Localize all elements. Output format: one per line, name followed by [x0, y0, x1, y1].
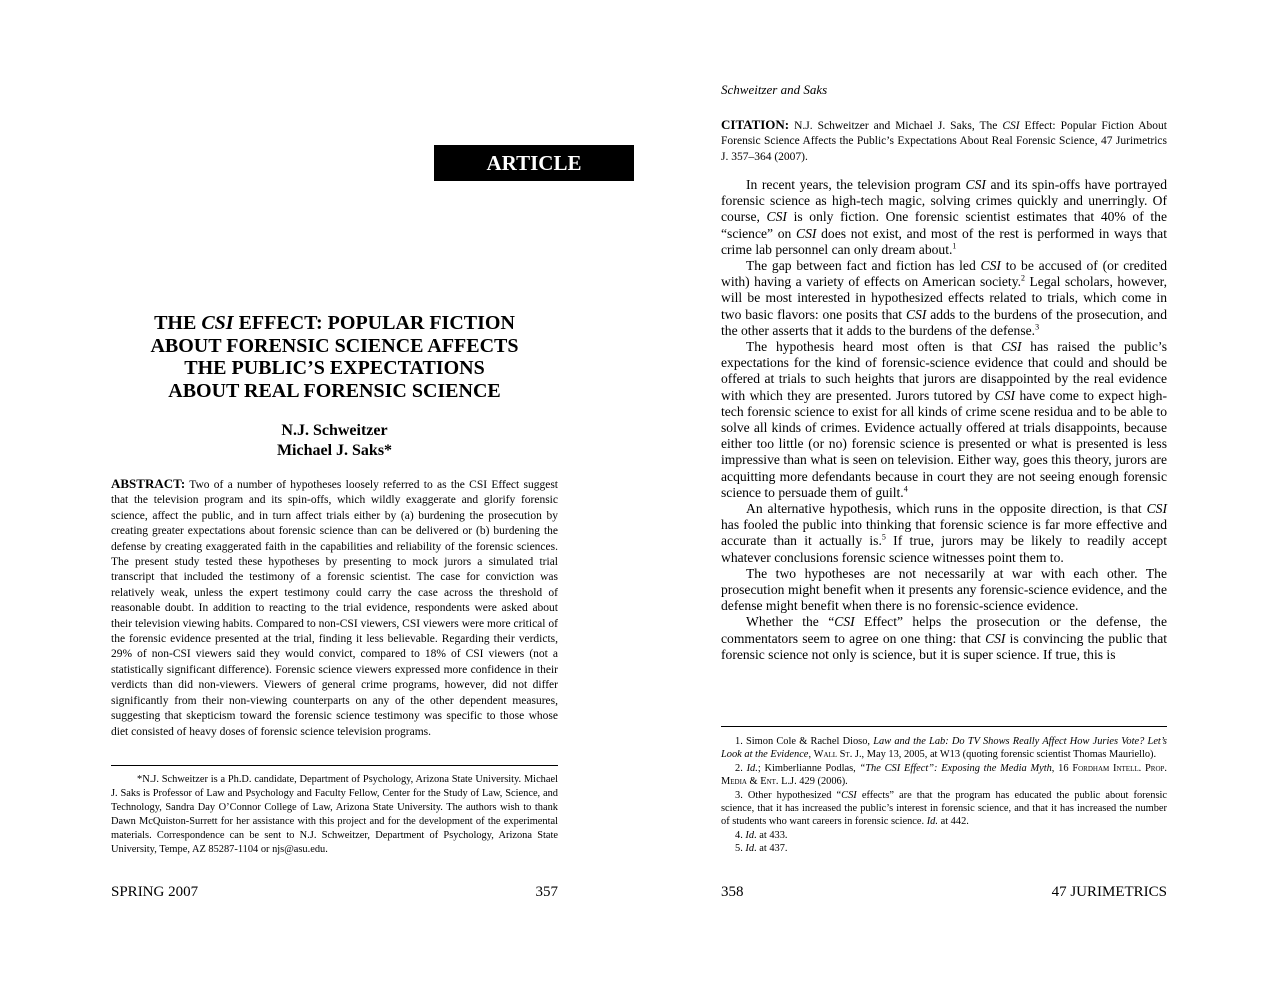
text-run: An alternative hypothesis, which runs in the opposite direction, is that — [746, 501, 1147, 517]
text-run: have come to expect high-tech forensic science to exist for all kinds of crime scene residua and to be able to solve all kinds of crimes. Evidence actually offered at trials disappoints, because either too little (or no) forensic science is presented or what is presented is less impressive than what is seen on television. Either way, goes this theory, jurors are acquitting more defendants because in court they are not seeing enough forensic science to persuade them of guilt. — [721, 387, 1167, 500]
running-head: Schweitzer and Saks — [721, 82, 828, 97]
text-run: . at 437. — [754, 843, 788, 855]
page-footer — [721, 884, 1167, 901]
text-run: CSI — [905, 306, 927, 322]
footnotes — [721, 735, 1167, 856]
text-run: 1. Simon Cole & Rachel Dioso, — [735, 736, 874, 747]
text-run: 2. — [735, 762, 747, 774]
issue-label: SPRING 2007 — [111, 884, 199, 900]
footnote-marker: 4 — [903, 484, 908, 494]
text-run: 429 (2006). — [796, 776, 848, 788]
body-paragraph — [721, 566, 1167, 615]
body-paragraph — [721, 177, 1167, 258]
text-run: has fooled the public into thinking that forensic science is far more effective and accurate than it actually is. — [721, 517, 1167, 549]
article-label: ARTICLE — [434, 145, 634, 181]
citation-italic: CSI — [1002, 120, 1020, 132]
body-text — [721, 177, 1167, 663]
page-number: 358 — [721, 884, 744, 900]
text-run: The gap between fact and fiction has led — [746, 258, 981, 274]
footnote — [721, 842, 1167, 855]
text-run: , — [808, 749, 814, 761]
text-run: adds to the burdens of the prosecution, and the other asserts that it adds to the burdens of the defense. — [721, 306, 1168, 338]
text-run: CSI — [994, 387, 1016, 403]
text-run: CSI — [965, 177, 986, 192]
text-run: effects” are that the program has educated the public about forensic science, that it has increased the public’s interest in forensic science, and that it has increased the number of students who want careers in forensic science. — [721, 789, 1167, 828]
text-run: If true, jurors may be likely to readily accept whatever conclusions forensic science witnesses point them to. — [721, 533, 1167, 565]
journal-label: 47 JURIMETRICS — [1051, 884, 1167, 900]
footnote-marker: 3 — [1035, 322, 1040, 332]
text-run: ; Kimberlianne Podlas, — [757, 762, 860, 774]
author-note-text: *N.J. Schweitzer is a Ph.D. candidate, Department of Psychology, Arizona State University. Michael J. Saks is Professor of Law and Psychology and Faculty Fellow, Center for the Study of Law, Science, and Technology, Sandra Day O’Connor College of Law, Arizona State University. The authors wish to thank Dawn McQuiston-Surrett for her assistance with this project and for the development of the experimental materials. Correspondence can be sent to N.J. Schweitzer, Department of Psychology, Arizona State University, Tempe, AZ 85287-1104 or njs@asu.edu. — [111, 774, 558, 855]
text-run: Law and the Lab: Do TV Shows Really Affect How Juries Vote? Let’s Look at the Evidence — [721, 736, 1167, 761]
title-line: THE CSI EFFECT: POPULAR FICTION — [154, 312, 515, 334]
citation — [721, 117, 1167, 165]
footnote — [721, 762, 1167, 789]
text-run: 4. — [735, 829, 746, 841]
citation-text: N.J. Schweitzer and Michael J. Saks, The — [789, 120, 1003, 132]
text-run: does not exist, and most of the rest is performed in ways that crime lab personnel can only dream about. — [721, 225, 1167, 257]
text-run: CSI — [1146, 501, 1167, 517]
text-run: Whether the “ — [746, 614, 835, 630]
page-footer — [111, 884, 558, 901]
title-line: ABOUT FORENSIC SCIENCE AFFECTS — [150, 334, 519, 357]
author-note — [111, 773, 558, 856]
text-run: . at 433. — [754, 829, 788, 841]
footnote — [721, 789, 1167, 829]
footnote — [721, 829, 1167, 842]
author-name: N.J. Schweitzer — [281, 422, 388, 439]
text-run: Wall St. J. — [813, 749, 862, 761]
footnote-marker: 5 — [881, 532, 886, 542]
body-paragraph — [721, 614, 1167, 663]
text-run: 3. Other hypothesized “ — [735, 789, 842, 801]
text-run: has raised the public’s expectations for the kind of forensic-science evidence that could and should be offered at trials to such heights that jurors are disappointed by the real evidence with which they are presented. Jurors tutored by — [721, 339, 1167, 403]
footnote — [721, 735, 1167, 762]
author-list — [111, 421, 558, 460]
text-run: is convincing the public that forensic science not only is science, but it is super science. If true, this is — [721, 630, 1168, 662]
text-run: to be accused of (or credited with) having a variety of effects on American society. — [721, 258, 1167, 290]
text-run: and its spin-offs have portrayed forensic science as high-tech magic, solving crimes quickly and unerringly. Of course, — [721, 177, 1167, 225]
text-run: , 16 — [1051, 762, 1073, 774]
text-run: CSI — [980, 258, 1001, 274]
abstract — [111, 476, 558, 740]
citation-label: CITATION: — [721, 117, 790, 132]
footnote-marker: 2 — [1021, 273, 1026, 283]
text-run: CSI — [766, 209, 787, 225]
text-run: Legal scholars, however, will be most interested in hypothesized effects related to trials, which come in two basic flavors: one posits that — [721, 274, 1167, 322]
text-run: Effect” helps the prosecution or the defense, the commentators seem to agree on one thing: that — [721, 614, 1168, 646]
footnote-marker: 1 — [952, 241, 957, 251]
body-paragraph — [721, 258, 1167, 339]
text-run: 5. — [735, 843, 746, 855]
text-run: CSI — [796, 225, 817, 241]
text-run: , May 13, 2005, at W13 (quoting forensic scientist Thomas Mauriello). — [861, 749, 1157, 761]
text-run: Id — [745, 829, 755, 841]
text-run: Id. — [926, 816, 938, 828]
text-run: “The CSI Effect”: Exposing the Media Myth — [859, 762, 1052, 774]
abstract-text: Two of a number of hypotheses loosely referred to as the CSI Effect suggest that the television program and its spin-offs, which wildly exaggerate and glorify forensic science, affect the public, and in turn affect trials either by (a) burdening the prosecution by creating greater expectations about forensic science than can be delivered or (b) burdening the defense by creating exaggerated faith in the capabilities and reliability of the forensic sciences. The present study tested these hypotheses by presenting to mock jurors a simulated trial transcript that included the testimony of a forensic scientist. The case for conviction was relatively weak, unless the expert testimony could carry the case across the threshold of reasonable doubt. In addition to reacting to the trial evidence, respondents were asked about their television viewing habits. Compared to non-CSI viewers, CSI viewers were more critical of the forensic evidence presented at the trial, finding it less believable. Regarding their verdicts, 29% of non-CSI viewers said they would convict, compared to 18% of CSI viewers (not a statistically significant difference). Forensic science viewers expressed more confidence in their verdicts than did non-viewers. Viewers of general crime programs, however, did not differ significantly from their non-viewing counterparts on any of the other dependent measures, suggesting that skepticism toward the forensic science testimony was specific to those whose diet consisted of heavy doses of forensic science television programs. — [111, 479, 558, 738]
footnote-divider — [111, 765, 558, 766]
text-run: at 442. — [937, 816, 969, 828]
text-run: CSI — [1001, 339, 1022, 355]
text-run: The hypothesis heard most often is that — [746, 339, 1002, 355]
abstract-label: ABSTRACT: — [111, 476, 186, 491]
title-line: ABOUT REAL FORENSIC SCIENCE — [168, 380, 501, 403]
body-paragraph — [721, 339, 1167, 501]
text-run: In recent years, the television program — [746, 177, 966, 192]
text-run: CSI — [834, 614, 855, 630]
article-title — [111, 312, 558, 403]
text-run: The two hypotheses are not necessarily at war with each other. The prosecution might benefit when it presents any forensic-science evidence, and the defense might benefit when there is no forensic-science evidence. — [721, 565, 1167, 614]
text-run: Id — [745, 843, 755, 855]
text-run: Id. — [746, 762, 758, 774]
citation-text: Effect: Popular Fiction About Forensic Science Affects the Public’s Expectations About Real Forensic Science, 47 Jurimetrics J. 357–364 (2007). — [721, 120, 1167, 163]
right-page — [721, 0, 1167, 989]
text-run: CSI — [841, 789, 857, 801]
text-run: Fordham Intell. Prop. Media & Ent. L.J. — [721, 762, 1167, 788]
left-page — [111, 0, 582, 989]
page-number: 357 — [535, 884, 558, 900]
body-paragraph — [721, 501, 1167, 566]
title-line: THE PUBLIC’S EXPECTATIONS — [184, 357, 485, 380]
footnote-divider — [721, 726, 1167, 727]
text-run: CSI — [985, 630, 1006, 646]
text-run: is only fiction. One forensic scientist estimates that 40% of the “science” on — [721, 209, 1167, 241]
author-name: Michael J. Saks* — [276, 441, 393, 459]
